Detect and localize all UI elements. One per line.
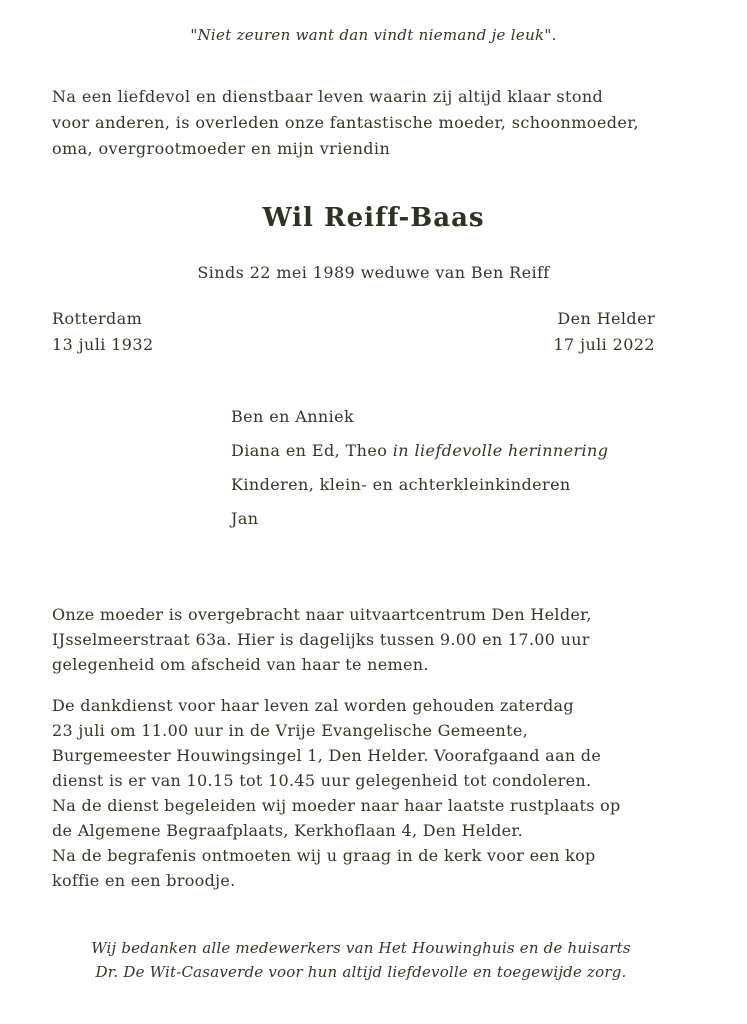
- family-item: [231, 404, 608, 438]
- paragraph-line: de Algemene Begraafplaats, Kerkhoflaan 4, Den Helder.: [52, 821, 523, 840]
- paragraph-line: IJsselmeerstraat 63a. Hier is dagelijks tussen 9.00 en 17.00 uur: [52, 630, 590, 649]
- family-item: [231, 472, 608, 506]
- family-note: in liefdevolle herinnering: [392, 441, 609, 460]
- deceased-name: Wil Reiff-Baas: [262, 203, 485, 233]
- paragraph-line: gelegenheid om afscheid van haar te nemen.: [52, 655, 429, 674]
- death-place: Den Helder: [557, 309, 655, 328]
- thanks-line: Dr. De Wit-Casaverde voor hun altijd liefdevolle en toegewijde zorg.: [95, 963, 627, 981]
- family-names: Jan: [231, 509, 259, 528]
- viewing-paragraph: [52, 602, 660, 677]
- family-names: Ben en Anniek: [231, 407, 355, 426]
- paragraph-line: dienst is er van 10.15 tot 10.45 uur gelegenheid tot condoleren.: [52, 771, 592, 790]
- paragraph-line: Onze moeder is overgebracht naar uitvaartcentrum Den Helder,: [52, 605, 592, 624]
- motto-quote: "Niet zeuren want dan vindt niemand je leuk".: [190, 26, 557, 44]
- family-list: [231, 404, 608, 540]
- birth-place: Rotterdam: [52, 309, 143, 328]
- family-names: Kinderen, klein- en achterkleinkinderen: [231, 475, 571, 494]
- family-names: Diana en Ed, Theo: [231, 441, 388, 460]
- service-paragraph: [52, 693, 660, 893]
- paragraph-line: De dankdienst voor haar leven zal worden gehouden zaterdag: [52, 696, 574, 715]
- death-block: [553, 306, 655, 358]
- intro-line: voor anderen, is overleden onze fantastische moeder, schoonmoeder,: [52, 113, 639, 132]
- family-item: [231, 438, 608, 472]
- paragraph-line: Na de dienst begeleiden wij moeder naar haar laatste rustplaats op: [52, 796, 621, 815]
- death-date: 17 juli 2022: [553, 335, 655, 354]
- thanks-note: [0, 936, 722, 984]
- paragraph-line: 23 juli om 11.00 uur in de Vrije Evangelische Gemeente,: [52, 721, 528, 740]
- family-item: [231, 506, 608, 540]
- intro-line: Na een liefdevol en dienstbaar leven waarin zij altijd klaar stond: [52, 87, 604, 106]
- widow-line: Sinds 22 mei 1989 weduwe van Ben Reiff: [197, 263, 550, 282]
- paragraph-line: Burgemeester Houwingsingel 1, Den Helder. Voorafgaand aan de: [52, 746, 602, 765]
- paragraph-line: koffie en een broodje.: [52, 871, 236, 890]
- intro-line: oma, overgrootmoeder en mijn vriendin: [52, 139, 391, 158]
- birth-date: 13 juli 1932: [52, 335, 154, 354]
- intro-paragraph: [52, 84, 660, 162]
- paragraph-line: Na de begrafenis ontmoeten wij u graag in de kerk voor een kop: [52, 846, 596, 865]
- thanks-line: Wij bedanken alle medewerkers van Het Houwinghuis en de huisarts: [91, 939, 631, 957]
- birth-block: [52, 306, 154, 358]
